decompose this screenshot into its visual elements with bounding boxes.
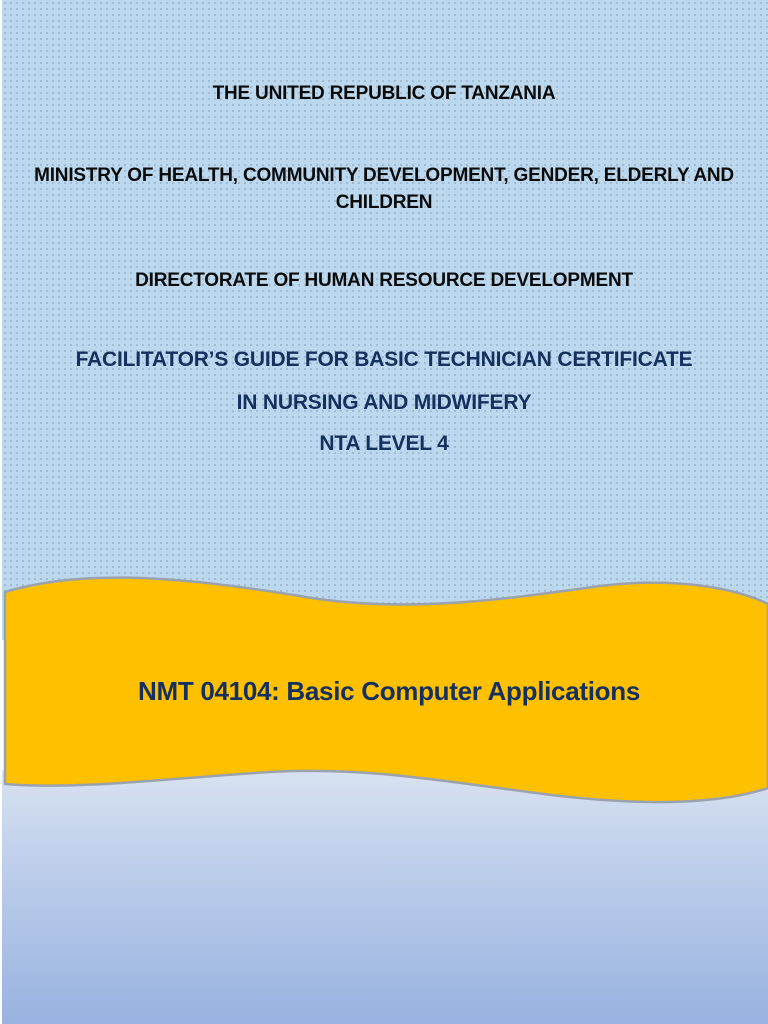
guide-title-line1: FACILITATOR’S GUIDE FOR BASIC TECHNICIAN CERTIFICATE bbox=[75, 348, 693, 371]
nta-level: NTA LEVEL 4 bbox=[319, 432, 449, 455]
country-heading: THE UNITED REPUBLIC OF TANZANIA bbox=[212, 83, 556, 104]
ministry-heading-line2: CHILDREN bbox=[335, 192, 433, 213]
course-title: NMT 04104: Basic Computer Applications bbox=[138, 676, 640, 706]
guide-title-line2: IN NURSING AND MIDWIFERY bbox=[236, 391, 532, 414]
ministry-heading-line1: MINISTRY OF HEALTH, COMMUNITY DEVELOPMENT, GENDER, ELDERLY AND bbox=[34, 165, 734, 186]
directorate-heading: DIRECTORATE OF HUMAN RESOURCE DEVELOPMENT bbox=[135, 270, 633, 291]
